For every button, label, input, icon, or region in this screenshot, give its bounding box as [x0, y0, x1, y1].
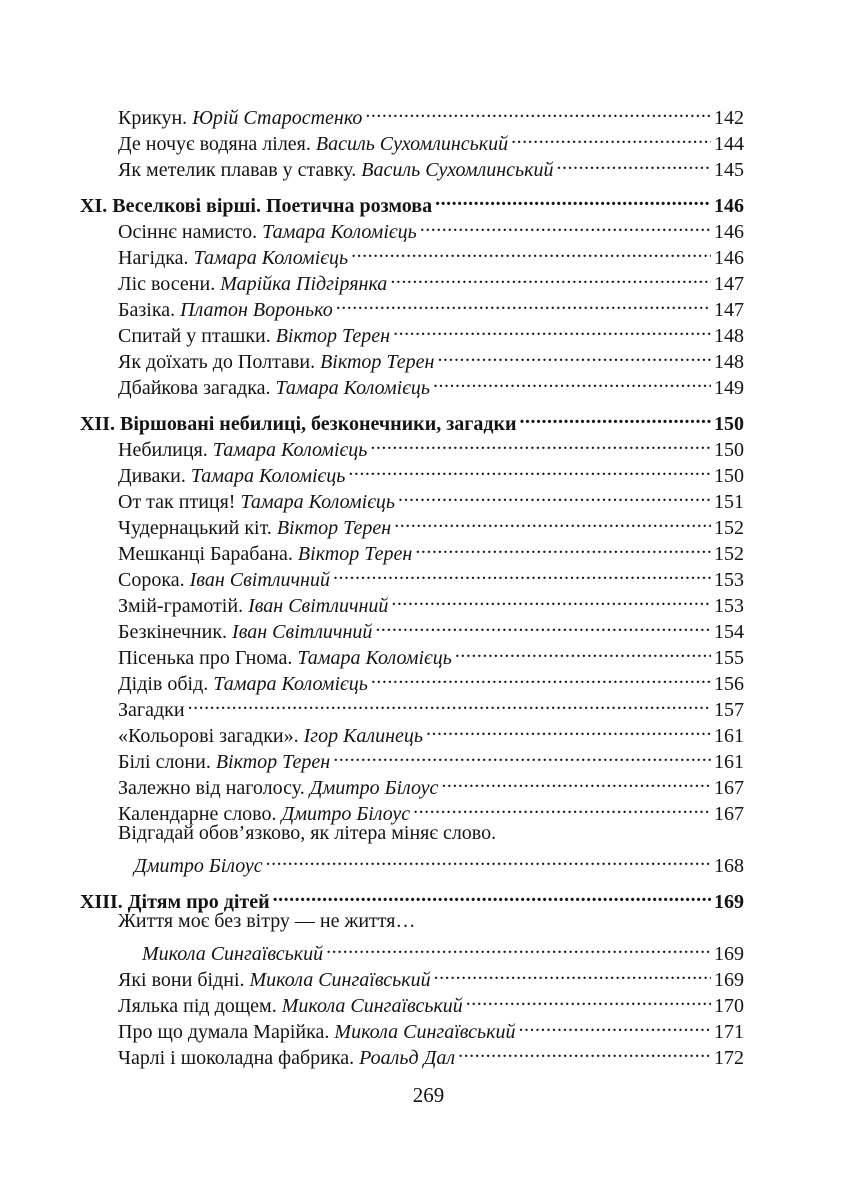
leader-dots: [455, 638, 711, 664]
entry-page: 148: [714, 351, 744, 373]
entry-title: Диваки.: [118, 465, 186, 487]
entry-author: Віктор Терен: [215, 751, 331, 773]
toc-section-xi: [0, 186, 857, 217]
entry-title: Як метелик плавав у ставку.: [118, 159, 357, 181]
entry-author: Тамара Коломієць: [193, 247, 349, 269]
leader-dots: [435, 186, 711, 212]
leader-dots: [393, 316, 711, 342]
entry-title: Осіннє намисто.: [118, 221, 258, 243]
leader-dots: [371, 664, 711, 690]
entry-page: 161: [714, 751, 744, 773]
toc-entry: [0, 238, 857, 269]
entry-page: 155: [714, 647, 744, 669]
entry-title: Крикун.: [118, 107, 188, 129]
toc-entry: [0, 794, 857, 825]
leader-dots: [458, 1038, 711, 1064]
entry-title: Пісенька про Гнома.: [118, 647, 293, 669]
entry-title: Чудернацький кіт.: [118, 517, 272, 539]
entry-page: 144: [714, 133, 744, 155]
entry-author: Тамара Коломієць: [297, 647, 452, 669]
entry-page: 150: [714, 439, 744, 461]
toc-entry: [0, 768, 857, 799]
leader-dots: [336, 290, 711, 316]
toc-group-xi: [0, 212, 857, 399]
toc-entry: [0, 342, 857, 373]
entry-title: Відгадай обов’язково, як літера міняє слово.: [118, 822, 497, 844]
entry-author: Микола Сингаївський: [249, 969, 431, 991]
toc-entry: [0, 1012, 857, 1043]
toc-entry: [0, 124, 857, 155]
entry-title: Де ночує водяна лілея.: [118, 133, 311, 155]
toc-entry: [0, 316, 857, 347]
toc-entry: [0, 960, 857, 991]
section-page: 150: [714, 413, 744, 435]
page-number: 269: [412, 1083, 445, 1107]
entry-author: Марійка Підгірянка: [220, 273, 388, 295]
entry-author: Тамара Коломієць: [190, 465, 346, 487]
entry-title: Дбайкова загадка.: [118, 377, 271, 399]
entry-author: Ігор Калинець: [303, 725, 424, 747]
entry-title: «Кольорові загадки».: [118, 725, 299, 747]
leader-dots: [351, 238, 711, 264]
leader-dots: [375, 612, 711, 638]
entry-page: 153: [714, 569, 744, 591]
entry-author: Платон Воронько: [180, 299, 333, 321]
entry-author: Віктор Терен: [276, 517, 392, 539]
entry-author: Віктор Терен: [297, 543, 413, 565]
leader-dots: [391, 586, 711, 612]
entry-page: 151: [714, 491, 744, 513]
leader-dots: [370, 430, 711, 456]
entry-page: 153: [714, 595, 744, 617]
entry-author: Тамара Коломієць: [212, 439, 368, 461]
entry-page: 167: [714, 777, 744, 799]
entry-title: Спитай у пташки.: [118, 325, 271, 347]
leader-dots: [520, 404, 711, 430]
toc-entry-wrapped-author: [0, 846, 857, 877]
leader-dots: [365, 98, 711, 124]
entry-page: 149: [714, 377, 744, 399]
entry-page: 171: [714, 1021, 744, 1043]
toc-entry-wrapped-author: [0, 934, 857, 965]
toc-entry: [0, 716, 857, 747]
entry-author: Микола Сингаївський: [334, 1021, 516, 1043]
leader-dots: [413, 794, 711, 820]
toc-entry: [0, 264, 857, 295]
entry-title: Ліс восени.: [118, 273, 216, 295]
entry-page: 172: [714, 1047, 744, 1069]
toc-entry: [0, 212, 857, 243]
toc-entry: [0, 664, 857, 695]
toc-entry-wrapped-title: [0, 820, 857, 846]
toc-entry: [0, 638, 857, 669]
entry-title: Залежно від наголосу.: [118, 777, 305, 799]
entry-page: 152: [714, 517, 744, 539]
entry-author: Микола Сингаївський: [281, 995, 463, 1017]
entry-title: Загадки: [118, 699, 185, 721]
entry-author: Василь Сухомлинський: [361, 159, 554, 181]
entry-page: 147: [714, 273, 744, 295]
entry-title: Білі слони.: [118, 751, 211, 773]
toc-entry: [0, 586, 857, 617]
toc-section-xii: [0, 404, 857, 435]
toc-entry: [0, 150, 857, 181]
entry-page: 169: [714, 943, 744, 965]
toc-entry: [0, 456, 857, 487]
entry-page: 150: [714, 465, 744, 487]
leader-dots: [519, 1012, 712, 1038]
entry-title: Сорока.: [118, 569, 185, 591]
entry-page: 170: [714, 995, 744, 1017]
leader-dots: [511, 124, 711, 150]
entry-author: Микола Сингаївський: [142, 943, 324, 965]
entry-page: 157: [714, 699, 744, 721]
leader-dots: [426, 716, 711, 742]
toc-entry: [0, 1038, 857, 1069]
entry-page: 156: [714, 673, 744, 695]
toc-entry-wrapped-title: [0, 908, 857, 934]
leader-dots: [437, 342, 711, 368]
entry-page: 142: [714, 107, 744, 129]
leader-dots: [398, 482, 711, 508]
entry-title: Змій-грамотій.: [118, 595, 244, 617]
entry-author: Роальд Дал: [359, 1047, 456, 1069]
toc-entry: [0, 560, 857, 591]
leader-dots: [273, 882, 711, 908]
leader-dots: [433, 368, 711, 394]
entry-title: Життя моє без вітру — не життя…: [118, 910, 416, 932]
leader-dots: [466, 986, 711, 1012]
leader-dots: [420, 212, 711, 238]
entry-author: Юрій Старостенко: [192, 107, 363, 129]
entry-title: Календарне слово.: [118, 803, 277, 825]
toc-section-xiii: [0, 882, 857, 913]
leader-dots: [326, 934, 711, 960]
toc-entry: [0, 482, 857, 513]
leader-dots: [333, 742, 711, 768]
section-page: 146: [714, 195, 744, 217]
entry-page: 154: [714, 621, 744, 643]
leader-dots: [266, 846, 711, 872]
entry-author: Іван Світличний: [232, 621, 373, 643]
entry-page: 169: [714, 969, 744, 991]
entry-author: Дмитро Білоус: [281, 803, 411, 825]
toc-entry: [0, 290, 857, 321]
entry-title: Дідів обід.: [118, 673, 209, 695]
entry-page: 152: [714, 543, 744, 565]
leader-dots: [434, 960, 711, 986]
leader-dots: [348, 456, 711, 482]
leader-dots: [441, 768, 711, 794]
entry-title: Чарлі і шоколадна фабрика.: [118, 1047, 355, 1069]
leader-dots: [333, 560, 711, 586]
entry-title: Безкінечник.: [118, 621, 228, 643]
toc-group-xii: [0, 430, 857, 825]
toc-entry: [0, 612, 857, 643]
entry-author: Тамара Коломієць: [213, 673, 368, 695]
entry-page: 146: [714, 247, 744, 269]
entry-author: Дмитро Білоус: [134, 855, 263, 877]
entry-page: 145: [714, 159, 744, 181]
toc-entry: [0, 534, 857, 565]
leader-dots: [188, 690, 711, 716]
leader-dots: [394, 508, 711, 534]
toc-entry: [0, 368, 857, 399]
entry-author: Василь Сухомлинський: [315, 133, 509, 155]
entry-author: Іван Світличний: [189, 569, 330, 591]
entry-page: 148: [714, 325, 744, 347]
toc-entry: [0, 690, 857, 721]
section-title: XIII. Дітям про дітей: [80, 891, 270, 913]
entry-author: Тамара Коломієць: [275, 377, 431, 399]
entry-title: От так птиця!: [118, 491, 236, 513]
entry-author: Віктор Терен: [320, 351, 435, 373]
entry-title: Про що думала Марійка.: [118, 1021, 330, 1043]
toc-group-top: [0, 98, 857, 181]
entry-author: Віктор Терен: [275, 325, 391, 347]
entry-title: Мешканці Барабана.: [118, 543, 293, 565]
entry-author: Дмитро Білоус: [309, 777, 439, 799]
toc-entry: [0, 98, 857, 129]
leader-dots: [557, 150, 711, 176]
toc-entry: [0, 986, 857, 1017]
entry-author: Тамара Коломієць: [262, 221, 417, 243]
entry-title: Лялька під дощем.: [118, 995, 277, 1017]
section-title: XI. Веселкові вірші. Поетична розмова: [80, 195, 433, 217]
section-page: 169: [714, 891, 744, 913]
toc-entry: [0, 430, 857, 461]
entry-page: 147: [714, 299, 744, 321]
entry-title: Які вони бідні.: [118, 969, 245, 991]
leader-dots: [415, 534, 711, 560]
entry-title: Базіка.: [118, 299, 176, 321]
toc-entry: [0, 508, 857, 539]
table-of-contents: [0, 98, 857, 1069]
entry-title: Як доїхать до Полтави.: [118, 351, 316, 373]
toc-entry: [0, 742, 857, 773]
entry-title: Небилиця.: [118, 439, 208, 461]
entry-author: Тамара Коломієць: [240, 491, 396, 513]
entry-title: Нагідка.: [118, 247, 189, 269]
entry-page: 167: [714, 803, 744, 825]
entry-author: Іван Світличний: [248, 595, 389, 617]
entry-page: 161: [714, 725, 744, 747]
entry-page: 146: [714, 221, 744, 243]
section-title: XII. Віршовані небилиці, безконечники, загадки: [80, 413, 517, 435]
entry-page: 168: [714, 855, 744, 877]
toc-group-xiii: [0, 960, 857, 1069]
leader-dots: [390, 264, 711, 290]
